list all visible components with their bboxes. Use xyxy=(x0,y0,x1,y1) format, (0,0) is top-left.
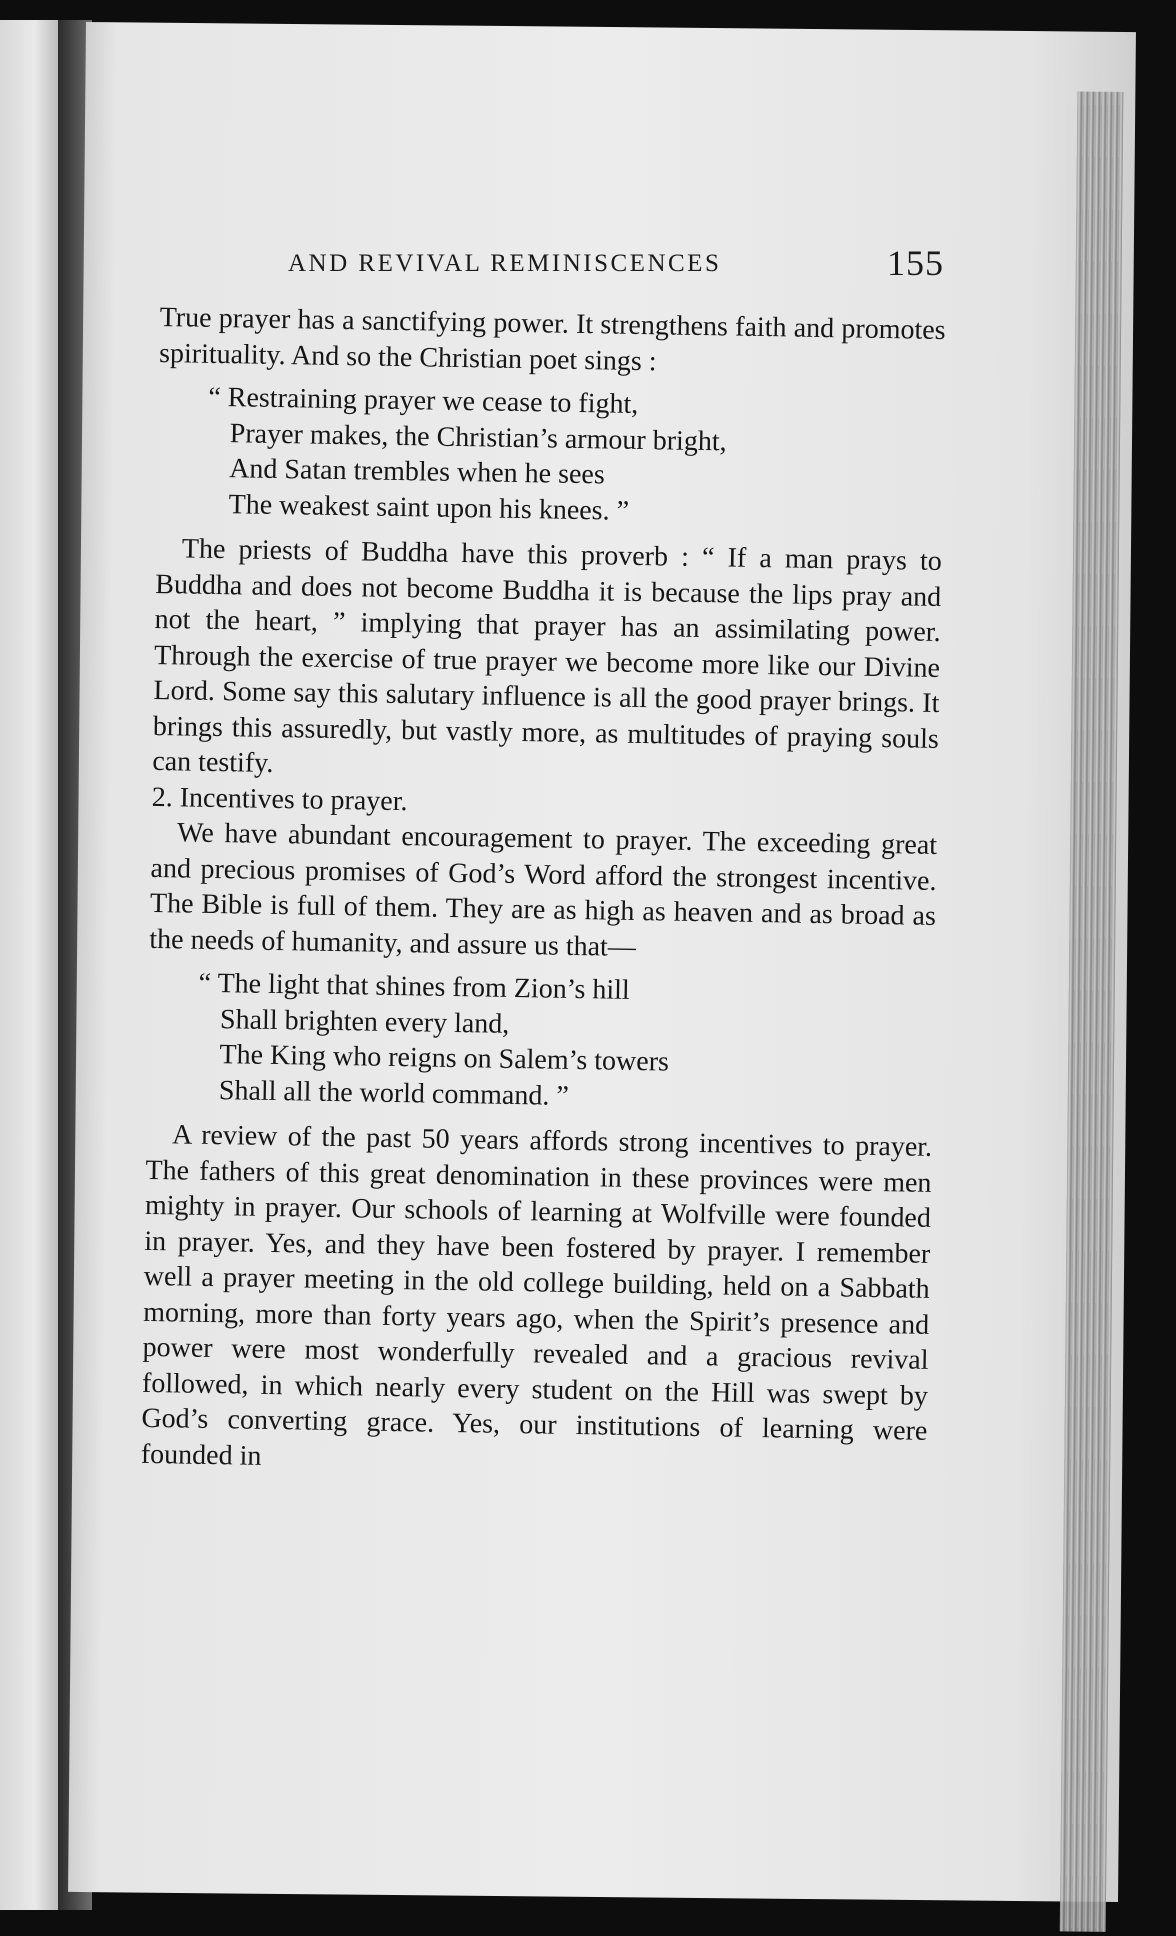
verse-line: “ Restraining prayer we cease to fight, xyxy=(208,381,639,420)
paragraph: A review of the past 50 years affords strong incentives to prayer. The fathers of this great denomination in these provinces were men mighty in prayer. Our schools of learning at Wolfville were founded in prayer. Yes, and they have been fostered by prayer. I remember well a prayer meeting in the old college building, held on a Sabbath morning, more than forty years ago, when the Spirit’s presence and power were most wonderfully revealed and a gracious revival followed, in which nearly every student on the Hill was swept by God’s converting grace. Yes, our institutions of learning were founded in xyxy=(140,1119,933,1472)
running-head xyxy=(198,232,958,292)
verse-line: Prayer makes, the Christian’s armour bright, xyxy=(229,417,727,457)
verse-line: The King who reigns on Salem’s towers xyxy=(219,1039,670,1078)
verse-line: And Satan trembles when he sees xyxy=(228,453,605,491)
verse-line: The weakest saint upon his knees. ” xyxy=(228,488,630,527)
page-block-edges xyxy=(1060,92,1124,1932)
paragraph: The priests of Buddha have this proverb : “ If a man prays to Buddha and does not become Buddha it is because the lips pray and not the heart, ” implying that prayer has an assimilating power. Through the exercise of true prayer we become more like our Divine Lord. Some say this salutary influence is all the good prayer brings. It brings this assuredly, but vastly more, as multitudes of praying souls can testify. xyxy=(152,533,943,779)
section-heading: 2. Incentives to prayer. xyxy=(151,781,408,817)
facing-page-edge xyxy=(0,20,58,1910)
paragraph: True prayer has a sanctifying power. It strengthens faith and promotes spirituality. And so the Christian poet sings : xyxy=(158,301,946,377)
verse-line: “ The light that shines from Zion’s hill xyxy=(198,967,630,1006)
verse-line: Shall brighten every land, xyxy=(219,1003,510,1040)
verse-line: Shall all the world command. ” xyxy=(218,1074,570,1112)
page-body xyxy=(141,300,946,1485)
running-title: AND REVIVAL REMINISCENCES xyxy=(288,250,722,277)
verse-quotation xyxy=(206,380,944,534)
verse-quotation xyxy=(197,966,935,1120)
page-number: 155 xyxy=(887,243,944,283)
paragraph: We have abundant encouragement to prayer. The exceeding great and precious promises of God’s Word afford the strongest incentive. The Bible is full of them. They are as high as heaven and as broad as the needs of humanity, and assure us that— xyxy=(149,817,938,963)
